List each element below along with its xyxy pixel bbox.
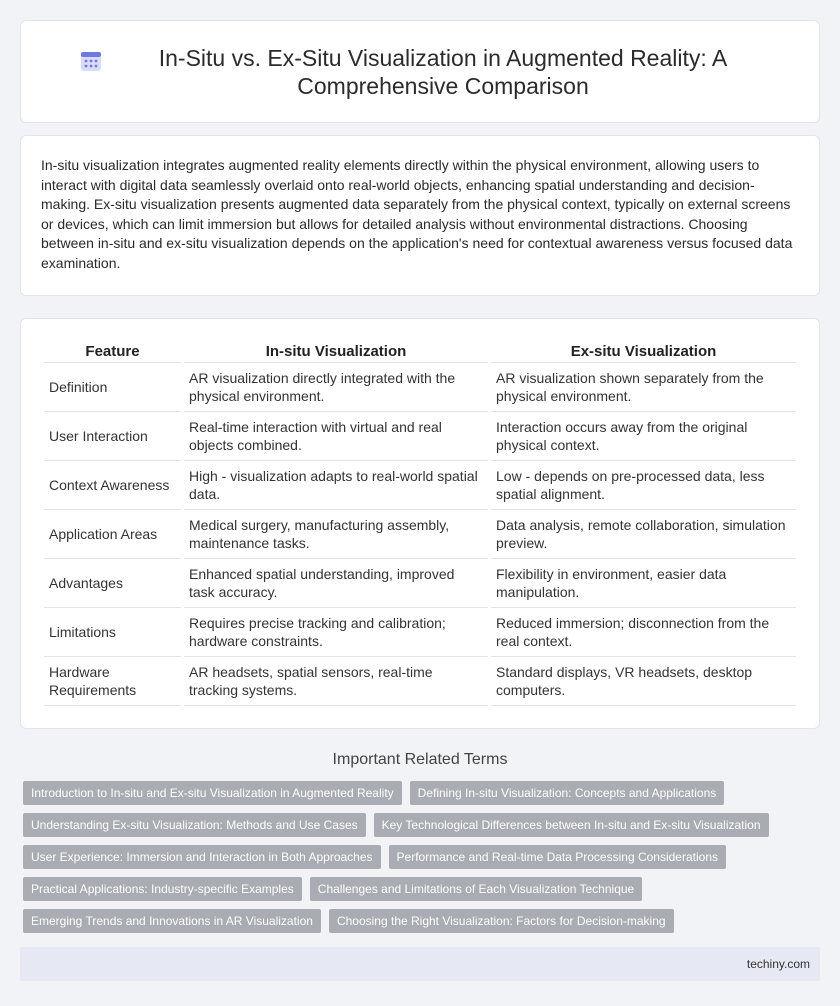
related-term-link[interactable]: Defining In-situ Visualization: Concepts and Applications — [410, 781, 725, 805]
ex-situ-cell: Low - depends on pre-processed data, less spatial alignment. — [491, 461, 796, 510]
page-title: In-Situ vs. Ex-Situ Visualization in Augmented Reality: A Comprehensive Comparison — [158, 44, 728, 99]
related-term-link[interactable]: Understanding Ex-situ Visualization: Methods and Use Cases — [23, 813, 366, 837]
footer-bar — [20, 947, 820, 981]
related-term-link[interactable]: Choosing the Right Visualization: Factors for Decision-making — [329, 909, 674, 933]
in-situ-cell: Requires precise tracking and calibration; hardware constraints. — [184, 608, 488, 657]
in-situ-cell: AR headsets, spatial sensors, real-time tracking systems. — [184, 657, 488, 706]
related-term-link[interactable]: Emerging Trends and Innovations in AR Visualization — [23, 909, 321, 933]
in-situ-cell: High - visualization adapts to real-world spatial data. — [184, 461, 488, 510]
table-row — [44, 608, 796, 657]
feature-cell: User Interaction — [44, 412, 181, 461]
ex-situ-cell: Data analysis, remote collaboration, simulation preview. — [491, 510, 796, 559]
ex-situ-cell: Reduced immersion; disconnection from the real context. — [491, 608, 796, 657]
column-header-ex-situ: Ex-situ Visualization — [491, 339, 796, 363]
column-header-in-situ: In-situ Visualization — [184, 339, 488, 363]
feature-cell: Context Awareness — [44, 461, 181, 510]
related-terms-list — [20, 781, 820, 941]
title-wrap — [80, 44, 760, 100]
table-row — [44, 510, 796, 559]
ex-situ-cell: AR visualization shown separately from the physical environment. — [491, 363, 796, 412]
related-term-link[interactable]: Practical Applications: Industry-specific Examples — [23, 877, 302, 901]
related-term-link[interactable]: Key Technological Differences between In-situ and Ex-situ Visualization — [374, 813, 769, 837]
in-situ-cell: AR visualization directly integrated with the physical environment. — [184, 363, 488, 412]
feature-cell: Application Areas — [44, 510, 181, 559]
related-term-link[interactable]: Introduction to In-situ and Ex-situ Visualization in Augmented Reality — [23, 781, 402, 805]
intro-paragraph: In-situ visualization integrates augmented reality elements directly within the physical environment, allowing users to interact with digital data seamlessly overlaid onto real-world objects, enhancing spatial understanding and decision-making. Ex-situ visualization presents augmented data separately from the physical context, typically on external screens or devices, which can limit immersion but allows for detailed analysis without environmental distractions. Choosing between in-situ and ex-situ visualization depends on the application's need for contextual awareness versus focused data examination. — [41, 157, 793, 271]
ex-situ-cell: Flexibility in environment, easier data manipulation. — [491, 559, 796, 608]
calendar-grid-icon — [80, 50, 102, 72]
related-term-link[interactable]: Performance and Real-time Data Processing Considerations — [389, 845, 727, 869]
feature-cell: Limitations — [44, 608, 181, 657]
in-situ-cell: Enhanced spatial understanding, improved task accuracy. — [184, 559, 488, 608]
ex-situ-cell: Interaction occurs away from the original physical context. — [491, 412, 796, 461]
feature-cell: Definition — [44, 363, 181, 412]
table-row — [44, 363, 796, 412]
table-row — [44, 412, 796, 461]
table-row — [44, 461, 796, 510]
related-terms-heading: Important Related Terms — [332, 751, 508, 768]
intro-card — [20, 135, 820, 296]
ex-situ-cell: Standard displays, VR headsets, desktop computers. — [491, 657, 796, 706]
comparison-table — [41, 339, 799, 706]
in-situ-cell: Real-time interaction with virtual and real objects combined. — [184, 412, 488, 461]
column-header-feature: Feature — [44, 339, 181, 363]
footer-site-name[interactable]: techiny.com — [746, 957, 810, 971]
header-card — [20, 20, 820, 123]
related-term-link[interactable]: Challenges and Limitations of Each Visualization Technique — [310, 877, 642, 901]
comparison-table-card — [20, 318, 820, 729]
related-term-link[interactable]: User Experience: Immersion and Interaction in Both Approaches — [23, 845, 381, 869]
feature-cell: Advantages — [44, 559, 181, 608]
feature-cell: Hardware Requirements — [44, 657, 181, 706]
table-row — [44, 657, 796, 706]
in-situ-cell: Medical surgery, manufacturing assembly, maintenance tasks. — [184, 510, 488, 559]
table-row — [44, 559, 796, 608]
table-header-row — [44, 339, 796, 363]
